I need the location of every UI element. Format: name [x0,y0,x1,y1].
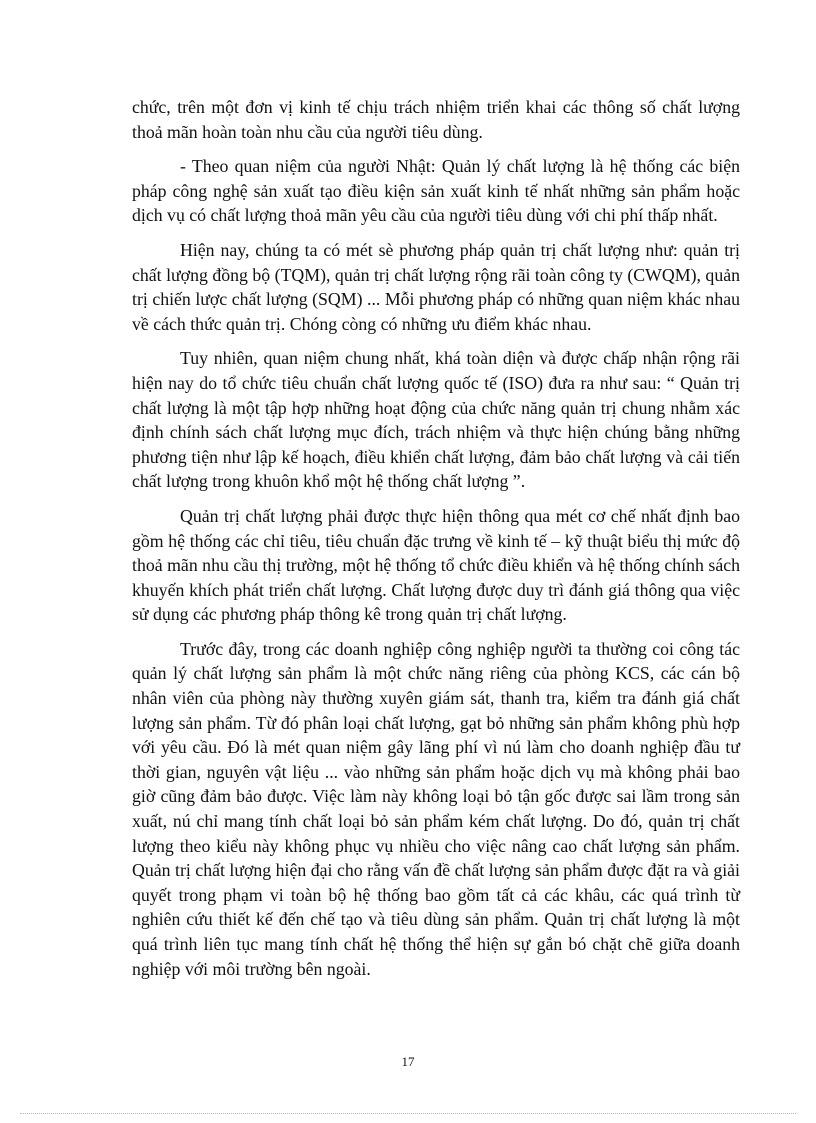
paragraph-japanese-view: - Theo quan niệm của người Nhật: Quản lý chất lượng là hệ thống các biện pháp công nghệ sản xuất tạo điều kiện sản xuất kinh tế nhất những sản phẩm hoặc dịch vụ có chất lượng thoả mãn yêu cầu của người tiêu dùng với chi phí thấp nhất. [132,156,740,226]
paragraph-iso-definition: Tuy nhiên, quan niệm chung nhất, khá toàn diện và được chấp nhận rộng rãi hiện nay do tổ chức tiêu chuẩn chất lượng quốc tế (ISO) đưa ra như sau: “ Quản trị chất lượng là một tập hợp những hoạt động của chức năng quản trị chung nhằm xác định chính sách chất lượng mục đích, trách nhiệm và thực hiện chúng bằng những phương tiện như lập kế hoạch, điều khiển chất lượng, đảm bảo chất lượng và cải tiến chất lượng trong khuôn khổ một hệ thống chất lượng ”. [132,348,740,492]
paragraph-continuation: chức, trên một đơn vị kinh tế chịu trách nhiệm triển khai các thông số chất lượng thoả mãn hoàn toàn nhu cầu của người tiêu dùng. [132,97,740,142]
paragraph-history: Trước đây, trong các doanh nghiệp công nghiệp người ta thường coi công tác quản lý chất lượng sản phẩm là một chức năng riêng của phòng KCS, các cán bộ nhân viên của phòng này thường xuyên giám sát, thanh tra, kiểm tra đánh giá chất lượng sản phẩm. Từ đó phân loại chất lượng, gạt bỏ những sản phẩm không phù hợp với yêu cầu. Đó là mét quan niệm gây lãng phí vì nú làm cho doanh nghiệp đầu tư thời gian, nguyên vật liệu ... vào những sản phẩm hoặc dịch vụ mà không phải bao giờ cũng đảm bảo được. Việc làm này không loại bỏ tận gốc được sai lầm trong sản xuất, nú chỉ mang tính chất loại bỏ sản phẩm kém chất lượng. Do đó, quản trị chất lượng theo kiểu này không phục vụ nhiều cho việc nâng cao chất lượng sản phẩm. Quản trị chất lượng hiện đại cho rằng vấn đề chất lượng sản phẩm được đặt ra và giải quyết trong phạm vi toàn bộ hệ thống bao gồm tất cả các khâu, các quá trình từ nghiên cứu thiết kế đến chế tạo và tiêu dùng sản phẩm. Quản trị chất lượng là một quá trình liên tục mang tính chất hệ thống thể hiện sự gắn bó chặt chẽ giữa doanh nghiệp với môi trường bên ngoài. [132,638,740,979]
page-number: 17 [401,1054,415,1069]
footer-divider [20,1113,796,1114]
body-text [132,95,740,991]
paragraph-quality-methods: Hiện nay, chúng ta có mét sè phương pháp quản trị chất lượng như: quản trị chất lượng đồng bộ (TQM), quản trị chất lượng rộng rãi toàn công ty (CWQM), quản trị chiến lược chất lượng (SQM) ... Mỗi phương pháp có những quan niệm khác nhau về cách thức quản trị. Chóng còng có những ưu điểm khác nhau. [132,239,740,334]
paragraph-quality-mechanism: Quản trị chất lượng phải được thực hiện thông qua mét cơ chế nhất định bao gồm hệ thống các chỉ tiêu, tiêu chuẩn đặc trưng về kinh tế – kỹ thuật biểu thị mức độ thoả mãn nhu cầu thị trường, một hệ thống tổ chức điều khiển và hệ thống chính sách khuyến khích phát triển chất lượng. Chất lượng được duy trì đánh giá thông qua việc sử dụng các phương pháp thông kê trong quản trị chất lượng. [132,505,740,625]
